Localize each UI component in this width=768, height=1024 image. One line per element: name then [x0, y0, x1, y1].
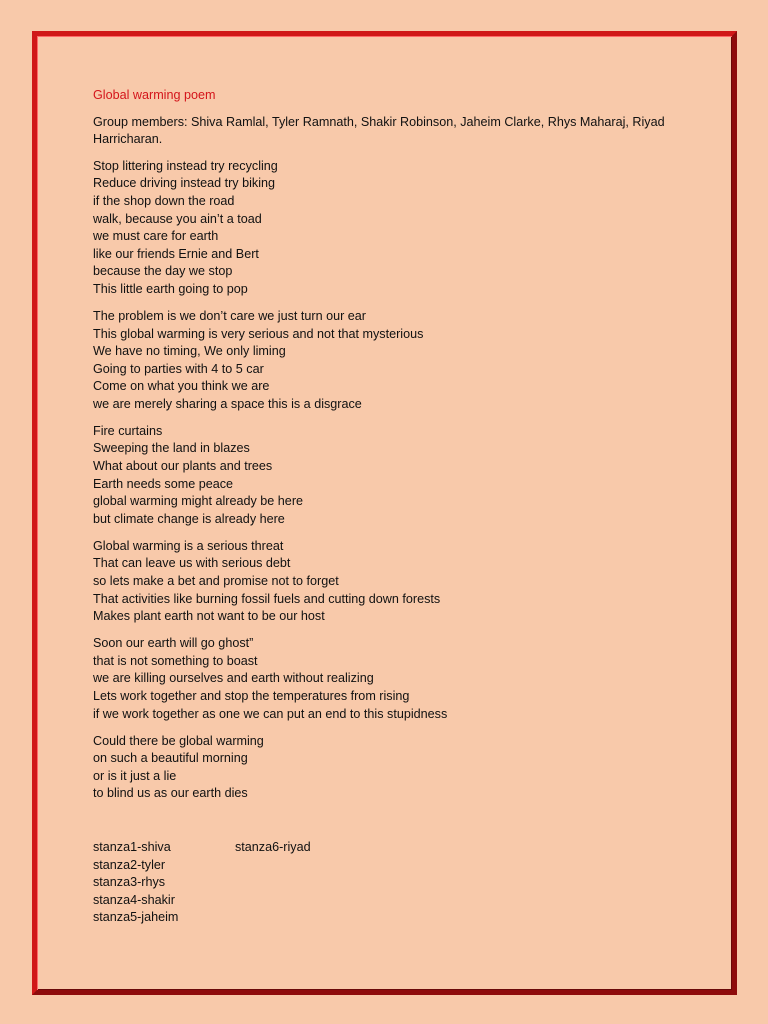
poem-line: like our friends Ernie and Bert: [93, 246, 259, 261]
poem-line: Sweeping the land in blazes: [93, 441, 250, 456]
poem-line: We have no timing, We only liming: [93, 344, 286, 359]
poem-line: Stop littering instead try recycling: [93, 158, 278, 173]
poem-line: Soon our earth will go ghost”: [93, 636, 254, 651]
poem-title: Global warming poem: [93, 88, 216, 102]
stanza-3: [93, 423, 693, 529]
poem-line: Makes plant earth not want to be our host: [93, 609, 325, 624]
poem-line: if we work together as one we can put an end to this stupidness: [93, 706, 448, 721]
credit-stanza3: stanza3-rhys: [93, 875, 166, 890]
poem-line: Reduce driving instead try biking: [93, 176, 276, 191]
poem-line: we are killing ourselves and earth without realizing: [93, 671, 374, 686]
stanza-5: [93, 635, 693, 723]
poem-line: or is it just a lie: [93, 768, 177, 783]
document-body: [93, 87, 693, 927]
stanza-1: [93, 158, 693, 299]
poem-line: we are merely sharing a space this is a disgrace: [93, 396, 362, 411]
poem-line: but climate change is already here: [93, 511, 285, 526]
poem-line: What about our plants and trees: [93, 459, 273, 474]
poem-line: The problem is we don’t care we just turn our ear: [93, 308, 366, 323]
credit-stanza5: stanza5-jaheim: [93, 910, 179, 925]
poem-line: Going to parties with 4 to 5 car: [93, 361, 264, 376]
poem-line: That can leave us with serious debt: [93, 556, 291, 571]
credit-stanza4: stanza4-shakir: [93, 892, 175, 907]
poem-line: on such a beautiful morning: [93, 751, 248, 766]
poem-line: Earth needs some peace: [93, 476, 234, 491]
credit-stanza1: stanza1-shiva: [93, 839, 171, 854]
stanza-6: [93, 733, 693, 803]
credit-stanza2: stanza2-tyler: [93, 857, 166, 872]
poem-line: walk, because you ain’t a toad: [93, 211, 262, 226]
poem-line: This little earth going to pop: [93, 281, 248, 296]
poem-line: Lets work together and stop the temperatures from rising: [93, 688, 410, 703]
poem-line: so lets make a bet and promise not to forget: [93, 574, 339, 589]
poem-line: we must care for earth: [93, 229, 219, 244]
stanza-4: [93, 538, 693, 626]
stanza-credits: [93, 839, 693, 927]
poem-line: Come on what you think we are: [93, 379, 270, 394]
poem-line: if the shop down the road: [93, 193, 235, 208]
poem-line: to blind us as our earth dies: [93, 786, 248, 801]
poem-line: global warming might already be here: [93, 494, 304, 509]
poem-line: Global warming is a serious threat: [93, 538, 284, 553]
poem-line: This global warming is very serious and not that mysterious: [93, 326, 424, 341]
poem-line: that is not something to boast: [93, 653, 258, 668]
poem-line: because the day we stop: [93, 264, 233, 279]
poem-line: Could there be global warming: [93, 733, 264, 748]
poem-line: Fire curtains: [93, 423, 163, 438]
group-members: Group members: Shiva Ramlal, Tyler Ramnath, Shakir Robinson, Jaheim Clarke, Rhys Maharaj, Riyad Harricharan.: [93, 114, 665, 147]
credit-stanza6: stanza6-riyad: [235, 839, 311, 854]
stanza-2: [93, 308, 693, 414]
poem-line: That activities like burning fossil fuels and cutting down forests: [93, 591, 441, 606]
